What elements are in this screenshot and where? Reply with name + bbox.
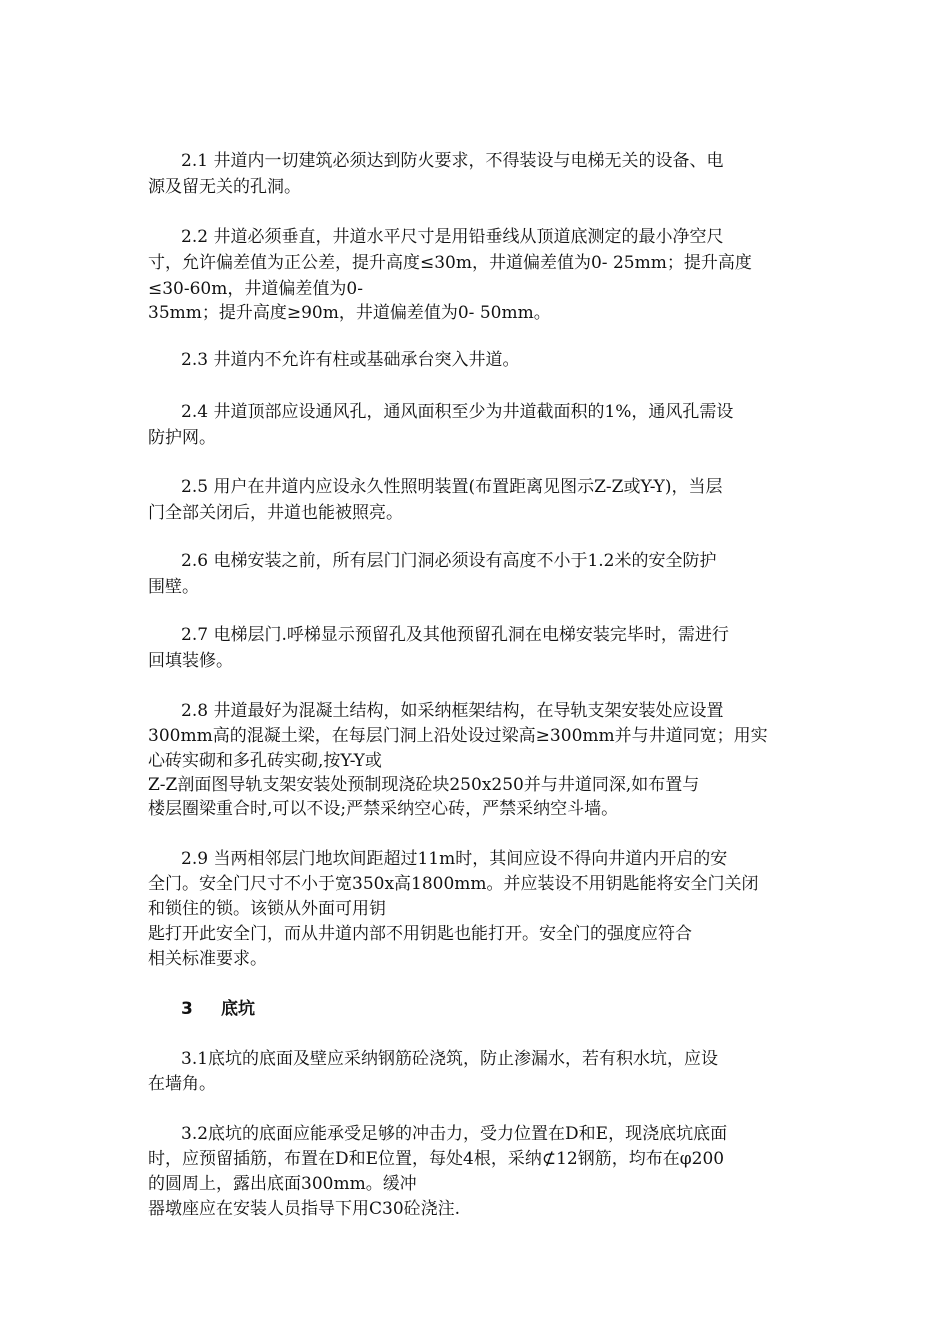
para-2-5-line-1: 2.5 用户在井道内应设永久性照明装置(布置距离见图示Z-Z或Y-Y)，当层: [181, 477, 723, 497]
para-2-5-line-2: 门全部关闭后，井道也能被照亮。: [148, 503, 403, 523]
para-2-4-line-1: 2.4 井道顶部应设通风孔，通风面积至少为井道截面积的1%，通风孔需设: [181, 402, 734, 422]
para-2-9-line-1: 2.9 当两相邻层门地坎间距超过11m时，其间应设不得向井道内开启的安: [181, 849, 728, 869]
section-heading: [181, 996, 255, 1022]
para-3-2-line-1: 3.2底坑的底面应能承受足够的冲击力，受力位置在D和E，现浇底坑底面: [181, 1124, 728, 1144]
para-2-1-line-1: 2.1 井道内一切建筑必须达到防火要求，不得装设与电梯无关的设备、电: [181, 151, 724, 171]
para-2-8-line-4: Z-Z剖面图导轨支架安装处预制现浇砼块250x250并与井道同深,如布置与: [148, 775, 700, 795]
para-2-1-line-2: 源及留无关的孔洞。: [148, 177, 301, 197]
para-2-8-line-2: 300mm高的混凝土梁，在每层门洞上沿处设过梁高≥300mm并与井道同宽；用实: [148, 726, 768, 746]
para-2-8-line-1: 2.8 井道最好为混凝土结构，如采纳框架结构，在导轨支架安装处应设置: [181, 701, 724, 721]
para-2-7-line-1: 2.7 电梯层门.呼梯显示预留孔及其他预留孔洞在电梯安装完毕时，需进行: [181, 625, 729, 645]
para-2-6-line-2: 围壁。: [148, 577, 199, 597]
para-2-9-line-4: 匙打开此安全门，而从井道内部不用钥匙也能打开。安全门的强度应符合: [148, 924, 692, 944]
para-2-2-line-1: 2.2 井道必须垂直，井道水平尺寸是用铅垂线从顶道底测定的最小净空尺: [181, 227, 724, 247]
para-2-4-line-2: 防护网。: [148, 428, 216, 448]
para-3-2-line-4: 器墩座应在安装人员指导下用C30砼浇注.: [148, 1199, 461, 1219]
para-3-1-line-1: 3.1底坑的底面及壁应采纳钢筋砼浇筑，防止渗漏水，若有积水坑，应设: [181, 1049, 719, 1069]
para-2-9-line-3: 和锁住的锁。该锁从外面可用钥: [148, 899, 386, 919]
para-2-7-line-2: 回填装修。: [148, 651, 233, 671]
section-heading-title: 底坑: [221, 999, 255, 1019]
para-2-8-line-3: 心砖实砌和多孔砖实砌,按Y-Y或: [148, 751, 382, 771]
para-3-2-line-3: 的圆周上，露出底面300mm。缓冲: [148, 1174, 417, 1194]
para-2-9-line-2: 全门。安全门尺寸不小于宽350x高1800mm。并应装设不用钥匙能将安全门关闭: [148, 874, 759, 894]
para-2-8-line-5: 楼层圈梁重合时,可以不设;严禁采纳空心砖，严禁采纳空斗墙。: [148, 799, 619, 819]
para-2-9-line-5: 相关标准要求。: [148, 949, 267, 969]
para-2-2-line-4: 35mm；提升高度≥90m，井道偏差值为0- 50mm。: [148, 303, 551, 323]
para-3-2-line-2: 时，应预留插筋，布置在D和E位置，每处4根，采纳⊄12钢筋，均布在φ200: [148, 1149, 725, 1169]
para-2-2-line-3: ≤30-60m，井道偏差值为0-: [148, 279, 363, 299]
para-2-6-line-1: 2.6 电梯安装之前，所有层门门洞必须设有高度不小于1.2米的安全防护: [181, 551, 717, 571]
para-2-2-line-2: 寸，允许偏差值为正公差，提升高度≤30m，井道偏差值为0- 25mm；提升高度: [148, 253, 752, 273]
section-heading-number: 3: [181, 999, 193, 1019]
para-2-3-line-1: 2.3 井道内不允许有柱或基础承台突入井道。: [181, 350, 520, 370]
para-3-1-line-2: 在墙角。: [148, 1074, 216, 1094]
